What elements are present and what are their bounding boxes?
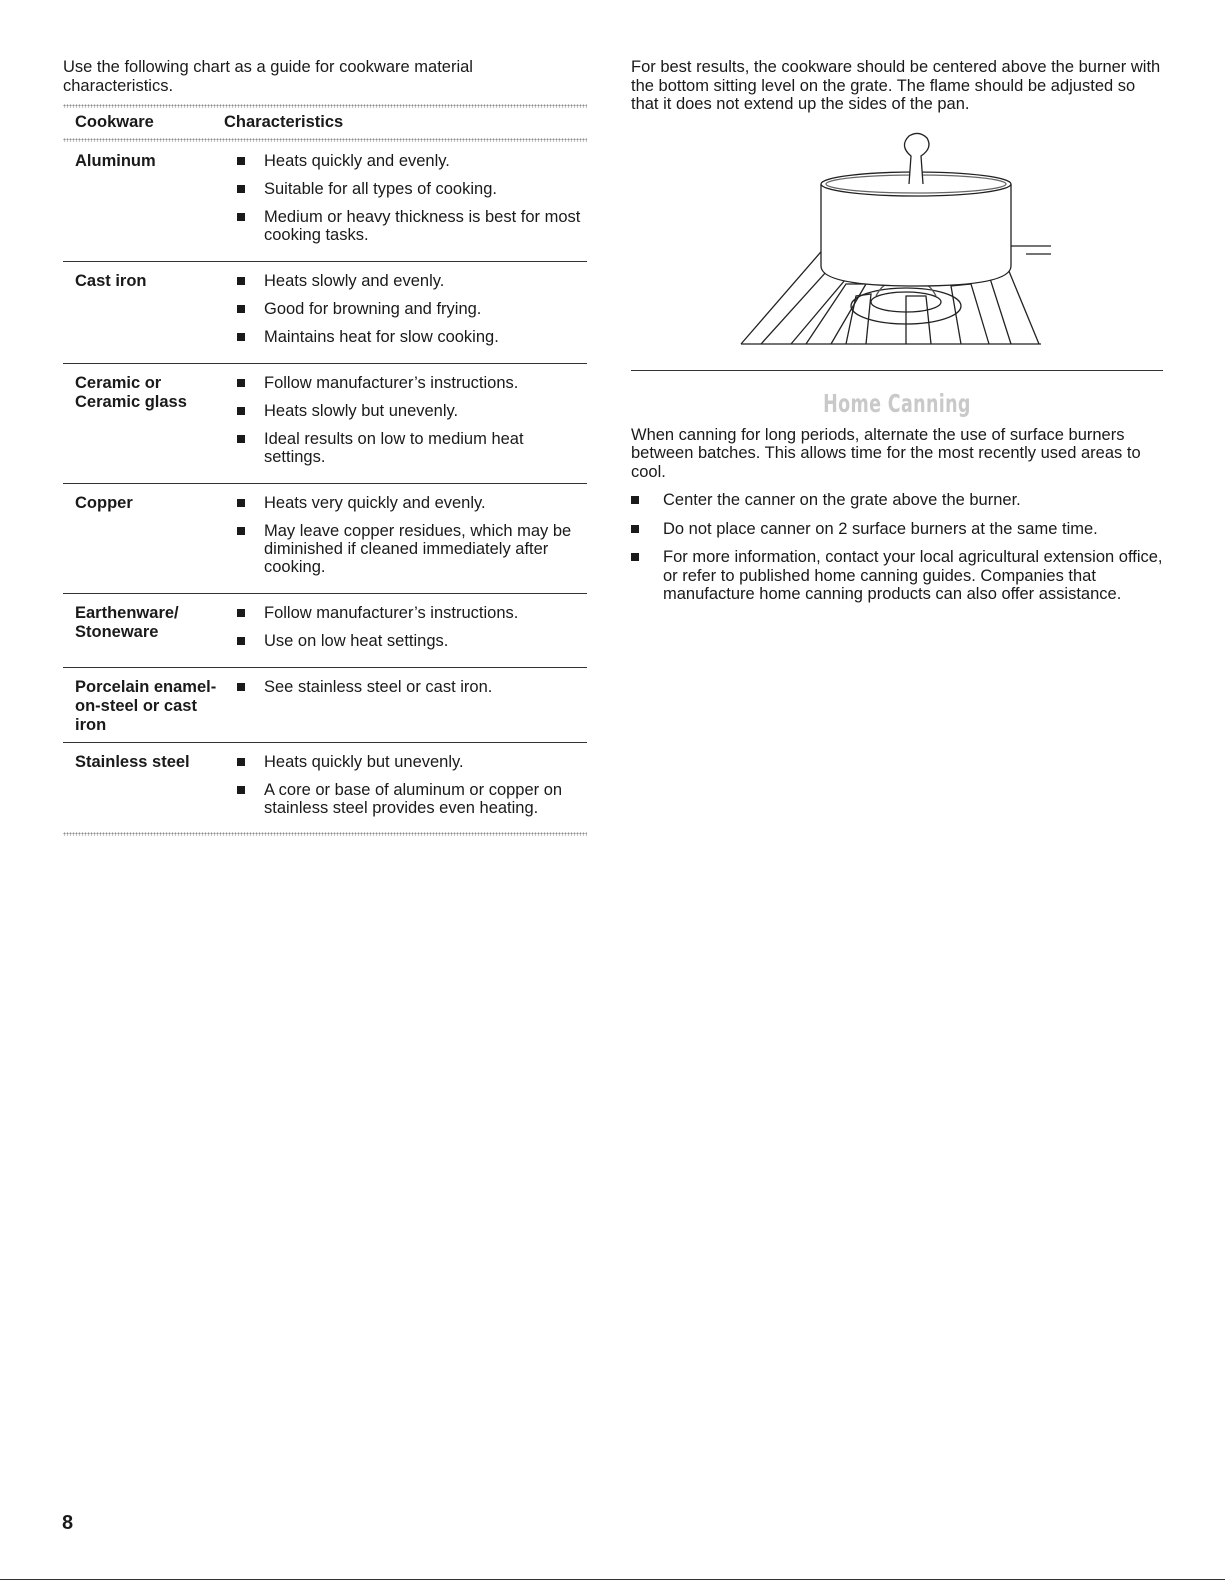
page-number: 8	[62, 1512, 74, 1534]
characteristics-list	[224, 272, 587, 356]
characteristic-item: Suitable for all types of cooking.	[224, 180, 587, 198]
chart-intro: Use the following chart as a guide for cookware material characteristics.	[63, 58, 473, 95]
cookware-material: Earthenware/ Stoneware	[75, 604, 179, 641]
canning-list	[631, 491, 1163, 604]
table-row	[63, 363, 587, 483]
characteristic-item: See stainless steel or cast iron.	[224, 678, 587, 696]
section-divider	[631, 370, 1163, 371]
cookware-material: Copper	[75, 494, 133, 512]
header-characteristics: Characteristics	[224, 113, 344, 131]
characteristic-item: Follow manufacturer’s instructions.	[224, 374, 587, 392]
characteristics-list	[224, 152, 587, 254]
canning-item: For more information, contact your local agricultural extension office, or refer to published home canning guides. Companies that manufacture home canning products can also offer assistance.	[631, 548, 1163, 604]
table-row	[63, 483, 587, 593]
characteristic-item: Follow manufacturer’s instructions.	[224, 604, 587, 622]
canning-item: Center the canner on the grate above the burner.	[631, 491, 1163, 510]
table-row	[63, 142, 587, 261]
table-row	[63, 667, 587, 742]
cookware-material: Cast iron	[75, 272, 147, 290]
table-bottom-rule	[63, 832, 587, 836]
characteristics-list	[224, 753, 587, 827]
characteristic-item: Ideal results on low to medium heat settings.	[224, 430, 587, 466]
characteristic-item: A core or base of aluminum or copper on stainless steel provides even heating.	[224, 781, 587, 817]
best-results-text: For best results, the cookware should be centered above the burner with the bottom sitting level on the grate. The flame should be adjusted so that it does not extend up the sides of the pan.	[631, 58, 1161, 113]
characteristics-list	[224, 678, 587, 735]
characteristics-list	[224, 604, 587, 660]
characteristic-item: Good for browning and frying.	[224, 300, 587, 318]
canning-item: Do not place canner on 2 surface burners at the same time.	[631, 520, 1163, 539]
pot-body	[821, 184, 1011, 286]
cookware-material: Porcelain enamel-on-steel or cast iron	[75, 678, 217, 734]
characteristic-item: Heats slowly and evenly.	[224, 272, 587, 290]
table-row	[63, 261, 587, 363]
characteristic-item: Maintains heat for slow cooking.	[224, 328, 587, 346]
right-column	[631, 58, 1163, 614]
characteristic-item: Heats very quickly and evenly.	[224, 494, 587, 512]
characteristic-item: Heats quickly but unevenly.	[224, 753, 587, 771]
cookware-material: Stainless steel	[75, 753, 190, 771]
characteristics-list	[224, 374, 587, 476]
left-column	[63, 58, 587, 836]
characteristic-item: Heats quickly and evenly.	[224, 152, 587, 170]
canning-intro: When canning for long periods, alternate the use of surface burners between batches. This allows time for the most recently used areas to cool.	[631, 425, 1141, 481]
table-row	[63, 593, 587, 667]
cookware-table-body	[63, 142, 587, 834]
characteristic-item: May leave copper residues, which may be diminished if cleaned immediately after cooking.	[224, 522, 587, 576]
characteristic-item: Heats slowly but unevenly.	[224, 402, 587, 420]
table-row	[63, 742, 587, 834]
home-canning-heading: Home Canning	[823, 388, 971, 418]
page-bottom-rule	[0, 1579, 1225, 1580]
characteristic-item: Medium or heavy thickness is best for most cooking tasks.	[224, 208, 587, 244]
header-cookware: Cookware	[75, 113, 154, 131]
characteristic-item: Use on low heat settings.	[224, 632, 587, 650]
table-header	[63, 108, 587, 138]
characteristics-list	[224, 494, 587, 586]
cookware-material: Ceramic or Ceramic glass	[75, 374, 187, 411]
cookware-material: Aluminum	[75, 152, 156, 170]
pot-on-burner-illustration	[721, 126, 1051, 356]
